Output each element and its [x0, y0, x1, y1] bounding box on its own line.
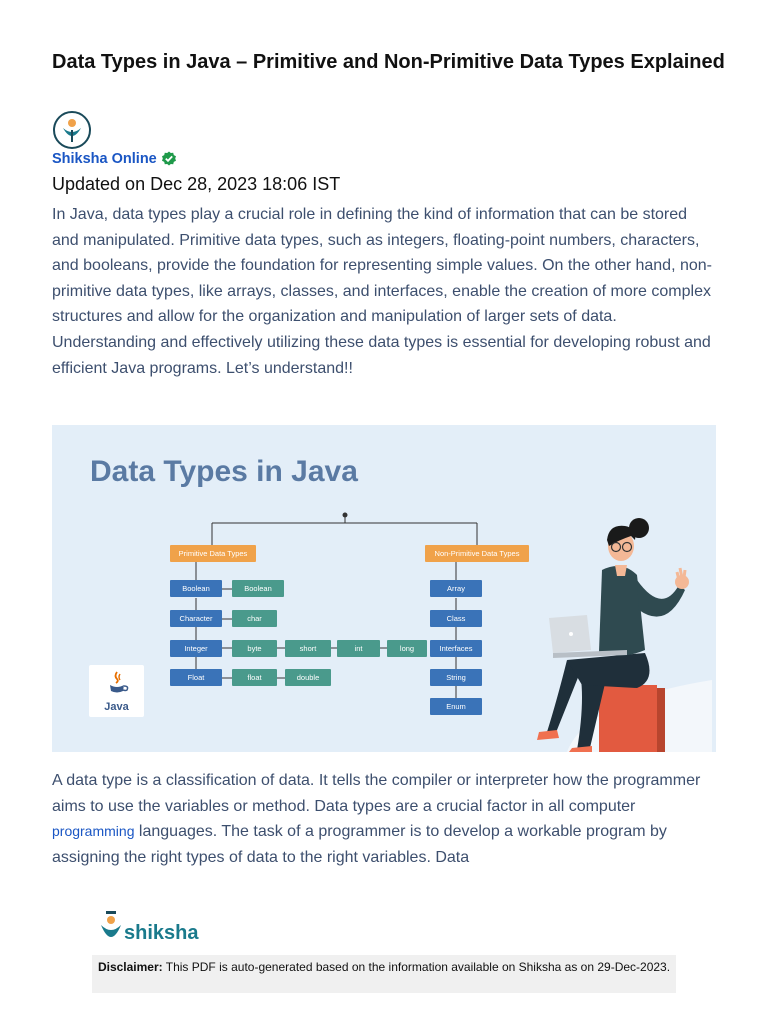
primitive-type: Float [170, 669, 222, 686]
java-logo-text: Java [104, 701, 129, 713]
primitive-value: int [337, 640, 380, 657]
primitive-value: short [285, 640, 331, 657]
primitive-type: Integer [170, 640, 222, 657]
primitive-value: long [387, 640, 427, 657]
non-primitive-type: Interfaces [430, 640, 482, 657]
java-cup-icon [102, 669, 132, 697]
primitive-type: Character [170, 610, 222, 627]
article-title: Data Types in Java – Primitive and Non-Primitive Data Types Explained [52, 51, 725, 73]
primitive-value: byte [232, 640, 277, 657]
primitive-value: float [232, 669, 277, 686]
non-primitive-header: Non-Primitive Data Types [425, 545, 529, 562]
author-name[interactable]: Shiksha Online [52, 151, 157, 167]
verified-badge-icon [161, 151, 177, 167]
body-text-part-2: languages. The task of a programmer is to develop a workable program by assigning the right types of data to the right variables. Data [52, 823, 667, 866]
java-logo [89, 665, 144, 717]
figure-title: Data Types in Java [90, 455, 358, 488]
shiksha-brand-icon [100, 911, 122, 945]
non-primitive-type: Enum [430, 698, 482, 715]
disclaimer-label: Disclaimer: [97, 960, 163, 974]
primitive-value: Boolean [232, 580, 284, 597]
shiksha-logo-icon [52, 110, 92, 150]
non-primitive-type: String [430, 669, 482, 686]
disclaimer-box [92, 955, 676, 993]
body-paragraph [52, 768, 717, 870]
footer-logo [100, 905, 198, 945]
non-primitive-type: Array [430, 580, 482, 597]
person-with-laptop-illustration [527, 510, 712, 752]
primitive-type: Boolean [170, 580, 222, 597]
non-primitive-type: Class [430, 610, 482, 627]
primitive-header: Primitive Data Types [170, 545, 256, 562]
primitive-value: char [232, 610, 277, 627]
body-text-part-1: A data type is a classification of data. It tells the compiler or interpreter how the programmer aims to use the variables or method. Data types are a crucial factor in all computer [52, 772, 701, 815]
programming-link[interactable]: programming [52, 823, 135, 840]
footer-brand-name: shiksha [124, 922, 199, 944]
disclaimer-text: This PDF is auto-generated based on the information available on Shiksha as on 29-Dec-2023. [162, 960, 671, 974]
primitive-value: double [285, 669, 331, 686]
author-link[interactable] [52, 151, 177, 167]
updated-timestamp: Updated on Dec 28, 2023 18:06 IST [52, 174, 341, 194]
data-types-figure [52, 425, 716, 752]
intro-paragraph: In Java, data types play a crucial role in defining the kind of information that can be stored and manipulated. Primitive data types, such as integers, floating-point numbers, characters, and booleans, provide the foundation for representing simple values. On the other hand, non-primitive data types, like arrays, classes, and interfaces, enable the creation of more complex structures and allow for the organization and manipulation of larger sets of data. Understanding and effectively utilizing these data types is essential for developing robust and efficient Java programs. Let’s understand!! [52, 206, 712, 377]
